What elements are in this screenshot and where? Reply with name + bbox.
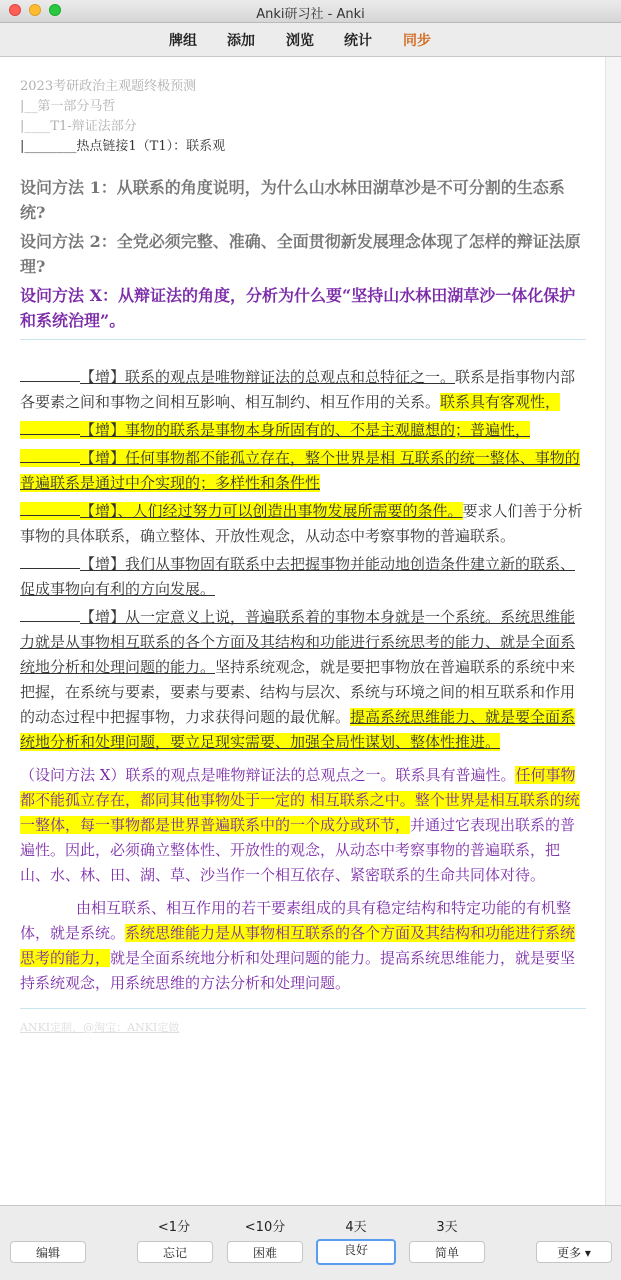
window-title: Anki研习社 - Anki — [256, 7, 365, 22]
again-button[interactable]: 忘记 — [137, 1241, 213, 1263]
breadcrumb-section: |____T1-辩证法部分 — [20, 119, 137, 134]
toolbar-decks-button[interactable]: 牌组 — [169, 33, 197, 49]
toolbar-sync-button[interactable]: 同步 — [403, 33, 431, 49]
good-interval: 4天 — [345, 1220, 367, 1235]
question-method-1: 设问方法 1：从联系的角度说明，为什么山水林田湖草沙是不可分割的生态系统? — [20, 178, 565, 222]
card-content — [0, 57, 605, 1205]
answer-paragraph-4: 【增】、人们经过努力可以创造出事物发展所需要的条件。要求人们善于分析事物的具体联系，确立整体、开放性观念，从动态中考察事物的普遍联系。 — [20, 502, 583, 545]
answer-paragraph-8: 由相互联系、相互作用的若干要素组成的具有稳定结构和特定功能的有机整体，就是系统。系统思维能力是从事物相互联系的各个方面及其结构和功能进行系统思考的能力，就是全面系统地分析和处理问题的能力。提高系统思维能力，就是要坚持系统观念，用系统思维的方法分析和处理问题。 — [20, 899, 576, 992]
answer-paragraph-1: 【增】联系的观点是唯物辩证法的总观点和总特征之一。联系是指事物内部各要素之间和事物之间相互影响、相互制约、相互作用的关系。联系具有客观性， — [20, 368, 576, 411]
toolbar-add-button[interactable]: 添加 — [227, 33, 255, 49]
good-button[interactable]: 良好 — [316, 1239, 396, 1265]
card-body — [20, 77, 586, 1035]
toolbar-stats-button[interactable]: 统计 — [344, 33, 372, 49]
breadcrumb-part: |__第一部分马哲 — [20, 99, 116, 114]
toolbar-browse-button[interactable]: 浏览 — [286, 33, 314, 49]
answer-paragraph-6: 【增】从一定意义上说，普遍联系着的事物本身就是一个系统。系统思维能力就是从事物相互联系的各个方面及其结构和功能进行系统思考的能力、就是全面系统地分析和处理问题的能力。坚持系统观念，就是要把事物放在普遍联系的系统中来把握，在系统与要素，要素与要素、结构与层次、系统与环境之间的相互联系和作用的动态过程中把握事物，力求获得问题的最优解。提高系统思维能力、就是要全面系统地分析和处理问题，要立足现实需要、加强全局性谋划、整体性推进。 — [20, 608, 576, 751]
easy-interval: 3天 — [436, 1220, 458, 1235]
footer-credit-link[interactable]: ANKI定制，@淘宝：ANKI定做 — [20, 1021, 180, 1034]
hard-button[interactable]: 困难 — [227, 1241, 303, 1263]
more-button[interactable]: 更多 ▾ — [536, 1241, 612, 1263]
answer-paragraph-7: （设问方法 X）联系的观点是唯物辩证法的总观点之一。联系具有普遍性。任何事物都不能孤立存在，都同其他事物处于一定的 相互联系之中。整个世界是相互联系的统一整体，每一事物都是世界普遍联系中的一个成分或环节，并通过它表现出联系的普遍性。因此，必须确立整体性、开放性的观念，从动态中考察事物的普遍联系，把山、水、林、田、湖、草、沙当作一个相互依存、紧密联系的生命共同体对待。 — [20, 766, 580, 884]
question-method-x: 设问方法 X：从辩证法的角度，分析为什么要“坚持山水林田湖草沙一体化保护和系统治理”。 — [20, 286, 576, 330]
answer-paragraph-5: 【增】我们从事物固有联系中去把握事物并能动地创造条件建立新的联系、促成事物向有利的方向发展。 — [20, 555, 576, 598]
answer-paragraph-2: 【增】事物的联系是事物本身所固有的、不是主观臆想的；普遍性， — [20, 418, 586, 443]
question-method-2: 设问方法 2：全党必须完整、准确、全面贯彻新发展理念体现了怎样的辩证法原理? — [20, 232, 581, 276]
breadcrumb-topic: |________热点链接1（T1）：联系观 — [20, 139, 226, 154]
again-interval: <1分 — [157, 1220, 191, 1235]
content-scrollbar[interactable] — [605, 57, 621, 1205]
question-answer-divider — [20, 339, 586, 340]
easy-button[interactable]: 简单 — [409, 1241, 485, 1263]
breadcrumb-deck: 2023考研政治主观题终极预测 — [20, 79, 197, 94]
answer-paragraph-3: 【增】任何事物都不能孤立存在，整个世界是相 互联系的统一整体、事物的普遍联系是通过中介实现的；多样性和条件性 — [20, 449, 580, 492]
footer-divider — [20, 1008, 586, 1009]
hard-interval: <10分 — [244, 1220, 286, 1235]
review-bottom-bar — [0, 1205, 621, 1280]
edit-button[interactable]: 编辑 — [10, 1241, 86, 1263]
title-bar — [0, 0, 621, 23]
main-toolbar — [0, 23, 621, 57]
